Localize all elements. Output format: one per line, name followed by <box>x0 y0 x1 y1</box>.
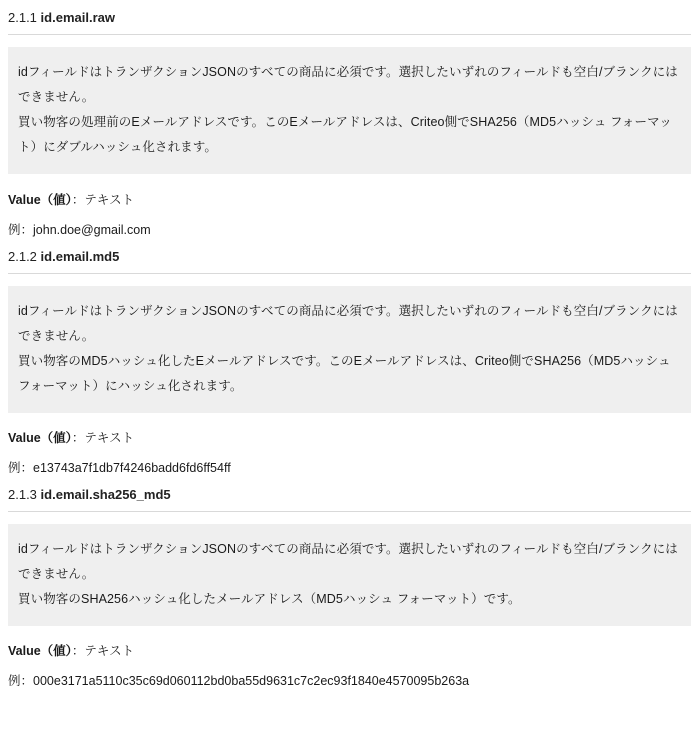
value-label: Value（値） <box>8 644 72 658</box>
example-value: john.doe@gmail.com <box>33 223 151 237</box>
section-heading-2-1-1 <box>8 0 691 34</box>
section-heading-2-1-2 <box>8 239 691 273</box>
section-number: 2.1.1 <box>8 10 37 25</box>
value-label: Value（値） <box>8 431 72 445</box>
value-line-2-1-1 <box>8 175 691 209</box>
value-label: Value（値） <box>8 193 72 207</box>
example-label: 例： <box>8 461 34 475</box>
example-value: 000e3171a5110c35c69d060112bd0ba55d9631c7c2ec93f1840e4570095b263a <box>33 674 470 688</box>
value-text: ：テキスト <box>71 193 135 207</box>
example-label: 例： <box>8 674 34 688</box>
section-title: id.email.raw <box>40 10 115 25</box>
value-text: ：テキスト <box>71 431 135 445</box>
example-label: 例： <box>8 223 34 237</box>
note-box-2-1-1 <box>8 47 691 174</box>
note-text-description: 買い物客のMD5ハッシュ化したEメールアドレスです。このEメールアドレスは、Criteo側でSHA256（MD5ハッシュ フォーマット）にハッシュ化されます。 <box>18 354 671 393</box>
example-line-2-1-1 <box>8 209 691 239</box>
note-box-2-1-2 <box>8 286 691 413</box>
note-text-required: idフィールドはトランザクションJSONのすべての商品に必須です。選択したいずれのフィールドも空白/ブランクにはできません。 <box>18 542 678 581</box>
section-number: 2.1.2 <box>8 249 37 264</box>
note-text-required: idフィールドはトランザクションJSONのすべての商品に必須です。選択したいずれのフィールドも空白/ブランクにはできません。 <box>18 65 678 104</box>
note-text-required: idフィールドはトランザクションJSONのすべての商品に必須です。選択したいずれのフィールドも空白/ブランクにはできません。 <box>18 304 678 343</box>
note-text-description: 買い物客の処理前のEメールアドレスです。このEメールアドレスは、Criteo側でSHA256（MD5ハッシュ フォーマット）にダブルハッシュ化されます。 <box>18 115 672 154</box>
note-text-description: 買い物客のSHA256ハッシュ化したメールアドレス（MD5ハッシュ フォーマット）です。 <box>18 592 521 606</box>
value-text: ：テキスト <box>71 644 135 658</box>
value-line-2-1-3 <box>8 626 691 660</box>
section-heading-2-1-3 <box>8 477 691 511</box>
section-title: id.email.sha256_md5 <box>40 487 171 502</box>
example-line-2-1-2 <box>8 447 691 477</box>
note-box-2-1-3 <box>8 524 691 626</box>
section-title: id.email.md5 <box>40 249 120 264</box>
example-line-2-1-3 <box>8 660 691 690</box>
value-line-2-1-2 <box>8 413 691 447</box>
section-number: 2.1.3 <box>8 487 37 502</box>
example-value: e13743a7f1db7f4246badd6fd6ff54ff <box>33 461 231 475</box>
